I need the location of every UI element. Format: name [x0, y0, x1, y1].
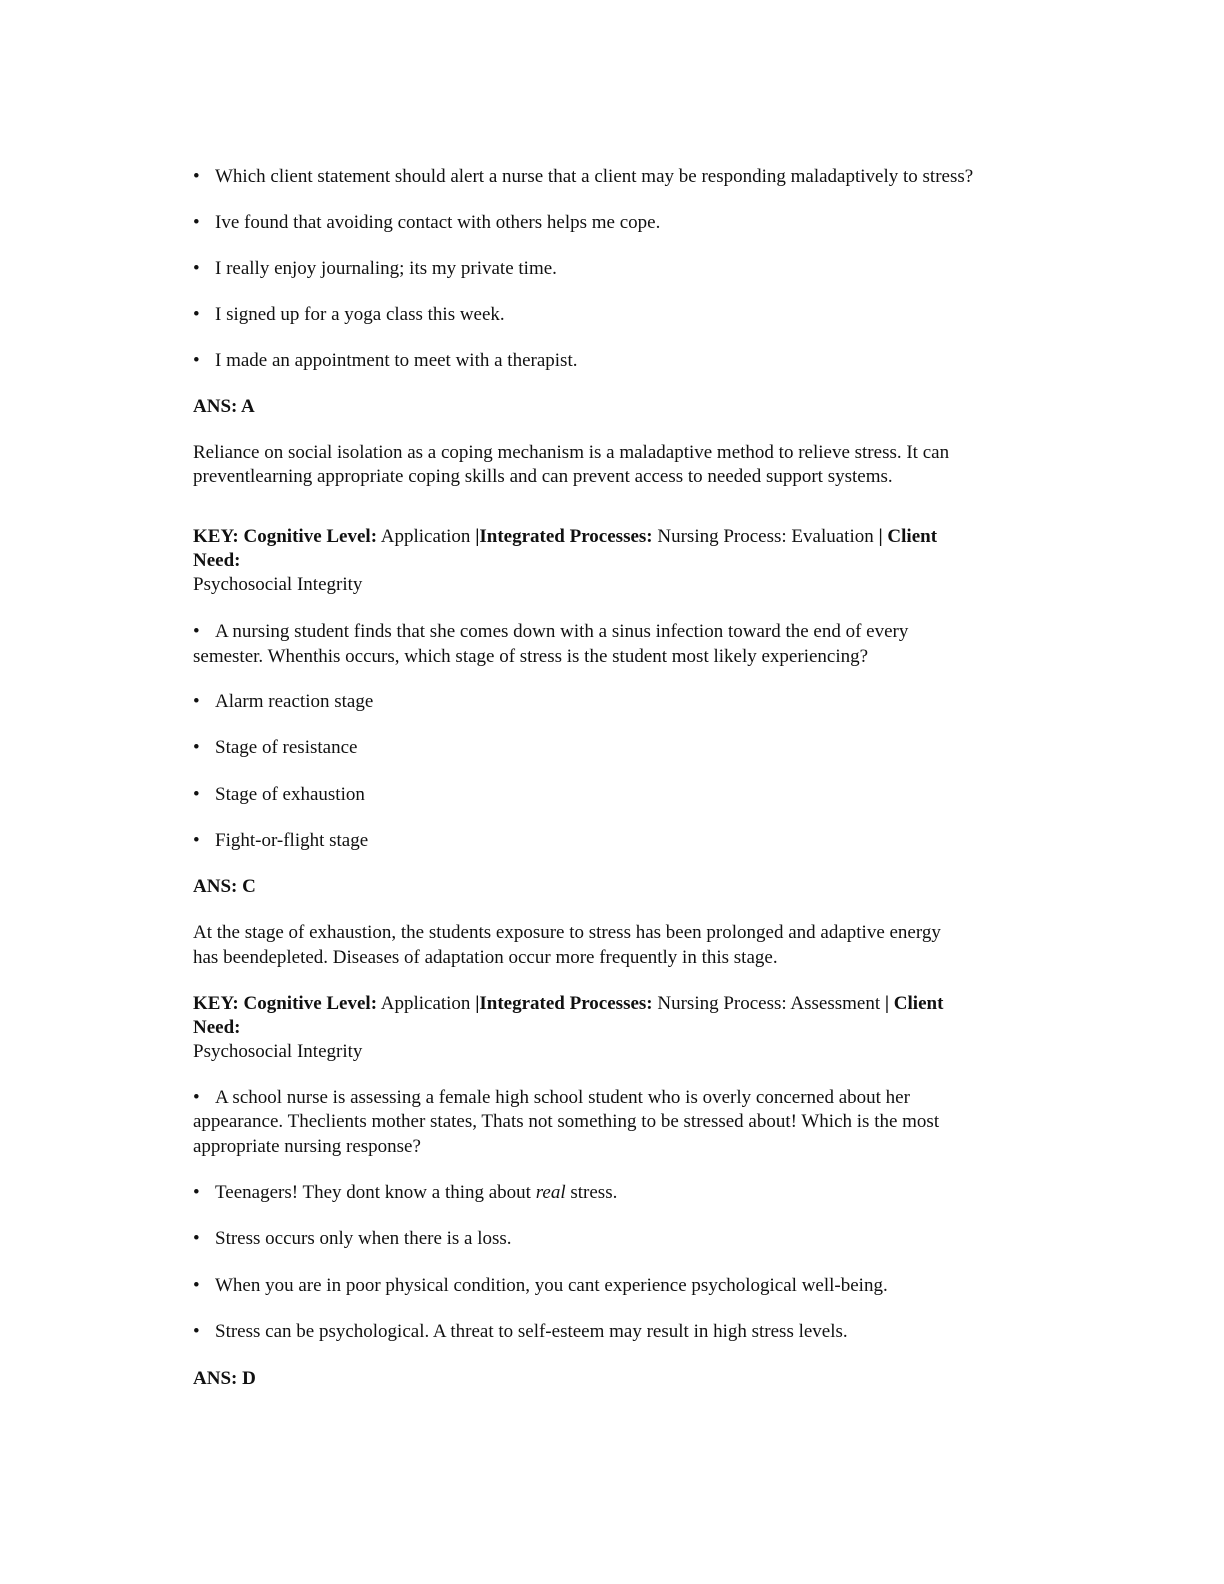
question-1-need-label: Need: [193, 550, 241, 571]
question-3-stem-line-2: appearance. Theclients mother states, Thats not something to be stressed about! Which is the most [193, 1111, 940, 1132]
bullet: • [193, 691, 200, 712]
question-1-key [193, 525, 937, 549]
key-label: KEY: [193, 993, 239, 1014]
option-text-before: Teenagers! They dont know a thing about [215, 1182, 536, 1203]
separator: | [475, 993, 480, 1014]
bullet: • [193, 1321, 200, 1342]
key-label: KEY: [193, 526, 239, 547]
integrated-processes-value: Nursing Process: Evaluation [657, 526, 874, 547]
question-2-option-d [193, 829, 368, 853]
option-text-after: stress. [565, 1182, 618, 1203]
question-2-option-a [193, 690, 373, 714]
stem-text: A nursing student finds that she comes down with a sinus infection toward the end of every [215, 621, 909, 642]
client-label: Client [893, 993, 944, 1014]
bullet: • [193, 1182, 200, 1203]
question-3-option-d [193, 1320, 848, 1344]
question-3-stem-line-1 [193, 1086, 910, 1110]
stem-text: Which client statement should alert a nurse that a client may be responding maladaptively to stress? [215, 166, 974, 187]
option-text: Stage of resistance [215, 737, 358, 758]
question-1-option-b [193, 257, 557, 281]
option-text-italic: real [535, 1182, 566, 1203]
option-text: Fight-or-flight stage [215, 830, 369, 851]
bullet: • [193, 737, 200, 758]
separator: | [475, 526, 480, 547]
integrated-processes-value: Nursing Process: Assessment [657, 993, 881, 1014]
option-text: Stress can be psychological. A threat to self-esteem may result in high stress levels. [215, 1321, 848, 1342]
question-2-rationale-line-1: At the stage of exhaustion, the students exposure to stress has been prolonged and adaptive energy [193, 922, 941, 943]
option-text: I signed up for a yoga class this week. [215, 304, 505, 325]
question-1-option-a [193, 211, 660, 235]
stem-text: A school nurse is assessing a female high school student who is overly concerned about her [215, 1087, 910, 1108]
option-text: Stress occurs only when there is a loss. [215, 1228, 512, 1249]
bullet: • [193, 166, 200, 187]
cognitive-level-value: Application [380, 993, 471, 1014]
question-2-stem-line-2: semester. Whenthis occurs, which stage of stress is the student most likely experiencing? [193, 646, 869, 667]
question-2-need-label: Need: [193, 1017, 241, 1038]
bullet: • [193, 212, 200, 233]
question-3-option-b [193, 1227, 512, 1251]
option-text: Ive found that avoiding contact with others helps me cope. [215, 212, 661, 233]
question-3-option-a [193, 1181, 617, 1205]
question-1-option-c [193, 303, 505, 327]
question-3-answer: ANS: D [193, 1368, 256, 1389]
question-2-stem-line-1 [193, 620, 908, 644]
question-2-need-value: Psychosocial Integrity [193, 1041, 363, 1062]
cognitive-level-label: Cognitive Level: [243, 526, 378, 547]
option-text: I made an appointment to meet with a therapist. [215, 350, 578, 371]
separator: | [878, 526, 883, 547]
question-2-option-b [193, 736, 357, 760]
bullet: • [193, 830, 200, 851]
question-2-key [193, 992, 943, 1016]
bullet: • [193, 258, 200, 279]
bullet: • [193, 784, 200, 805]
integrated-processes-label: Integrated Processes: [479, 526, 653, 547]
question-1-stem [193, 165, 973, 189]
question-1-option-d [193, 349, 577, 373]
bullet: • [193, 1275, 200, 1296]
bullet: • [193, 1087, 200, 1108]
question-2-rationale-line-2: has beendepleted. Diseases of adaptation occur more frequently in this stage. [193, 947, 778, 968]
bullet: • [193, 621, 200, 642]
cognitive-level-label: Cognitive Level: [243, 993, 378, 1014]
cognitive-level-value: Application [380, 526, 471, 547]
question-2-option-c [193, 783, 365, 807]
option-text: Alarm reaction stage [215, 691, 374, 712]
option-text: I really enjoy journaling; its my private time. [215, 258, 557, 279]
question-3-option-c [193, 1274, 888, 1298]
question-3-stem-line-3: appropriate nursing response? [193, 1136, 421, 1157]
question-2-answer: ANS: C [193, 876, 256, 897]
client-label: Client [887, 526, 938, 547]
integrated-processes-label: Integrated Processes: [479, 993, 653, 1014]
question-1-rationale-line-1: Reliance on social isolation as a coping mechanism is a maladaptive method to relieve stress. It can [193, 442, 950, 463]
bullet: • [193, 1228, 200, 1249]
option-text: When you are in poor physical condition, you cant experience psychological well-being. [215, 1275, 888, 1296]
question-1-rationale-line-2: preventlearning appropriate coping skills and can prevent access to needed support systems. [193, 466, 893, 487]
bullet: • [193, 304, 200, 325]
bullet: • [193, 350, 200, 371]
option-text: Stage of exhaustion [215, 784, 365, 805]
question-1-need-value: Psychosocial Integrity [193, 574, 363, 595]
separator: | [884, 993, 890, 1014]
question-1-answer: ANS: A [193, 396, 255, 417]
